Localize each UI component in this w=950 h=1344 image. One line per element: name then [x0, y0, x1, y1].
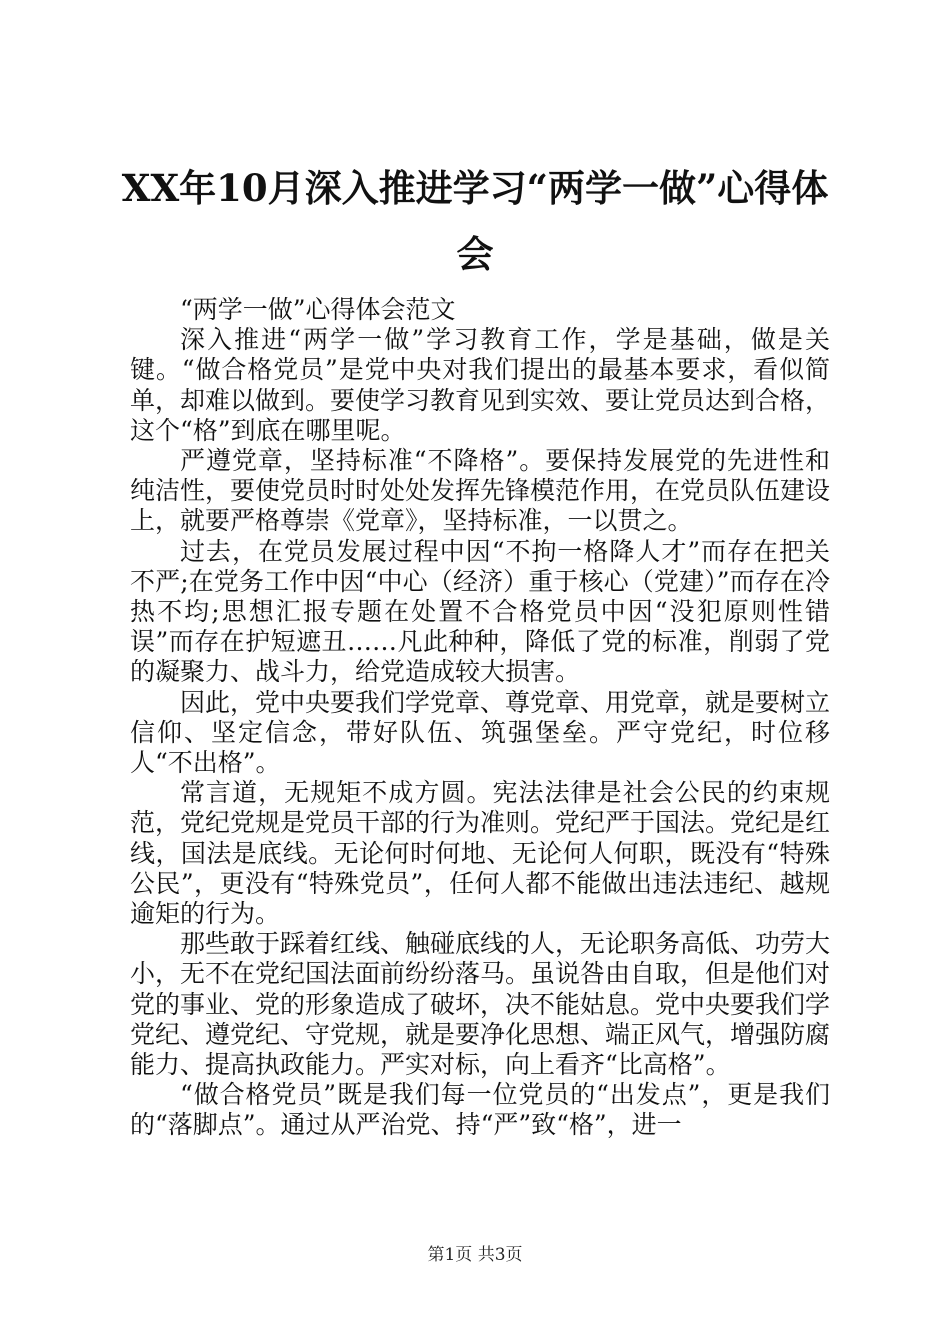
paragraph: 深入推进“两学一做”学习教育工作，学是基础，做是关键。“做合格党员”是党中央对我们提出的最基本要求，看似简单，却难以做到。要使学习教育见到实效、要让党员达到合格，这个“格”到底在哪里呢。 — [130, 325, 831, 445]
paragraph: 常言道，无规矩不成方圆。宪法法律是社会公民的约束规范，党纪党规是党员干部的行为准则。党纪严于国法。党纪是红线，国法是底线。无论何时何地、无论何人何职，既没有“特殊公民”，更没有“特殊党员”，任何人都不能做出违法违纪、越规逾矩的行为。 — [130, 778, 831, 929]
paragraph: “做合格党员”既是我们每一位党员的“出发点”，更是我们的“落脚点”。通过从严治党、持“严”致“格”，进一 — [130, 1080, 830, 1140]
paragraph: 严遵党章，坚持标准“不降格”。要保持发展党的先进性和纯洁性，要使党员时时处处发挥先锋模范作用，在党员队伍建设上，就要严格尊崇《党章》，坚持标准，一以贯之。 — [130, 446, 831, 536]
paragraph: 因此，党中央要我们学党章、尊党章、用党章，就是要树立信仰、坚定信念，带好队伍、筑强堡垒。严守党纪，时位移人“不出格”。 — [130, 687, 831, 778]
page-number-footer: 第1页 共3页 — [427, 1245, 523, 1265]
paragraph-subtitle: “两学一做”心得体会范文 — [180, 295, 456, 324]
document-title: XX年10月深入推进学习“两学一做”心得体会 — [121, 166, 829, 276]
document-body — [130, 295, 830, 1141]
paragraph: 过去，在党员发展过程中因“不拘一格降人才”而存在把关不严;在党务工作中因“中心（经济）重于核心（党建）”而存在冷热不均;思想汇报专题在处置不合格党员中因“没犯原则性错误”而存在护短遮丑……凡此种种，降低了党的标准，削弱了党的凝聚力、战斗力，给党造成较大损害。 — [130, 536, 830, 687]
paragraph: 那些敢于踩着红线、触碰底线的人，无论职务高低、功劳大小，无不在党纪国法面前纷纷落马。虽说咎由自取，但是他们对党的事业、党的形象造成了破坏，决不能姑息。党中央要我们学党纪、遵党纪、守党规，就是要净化思想、端正风气，增强防腐能力、提高执政能力。严实对标，向上看齐“比高格”。 — [130, 929, 831, 1080]
